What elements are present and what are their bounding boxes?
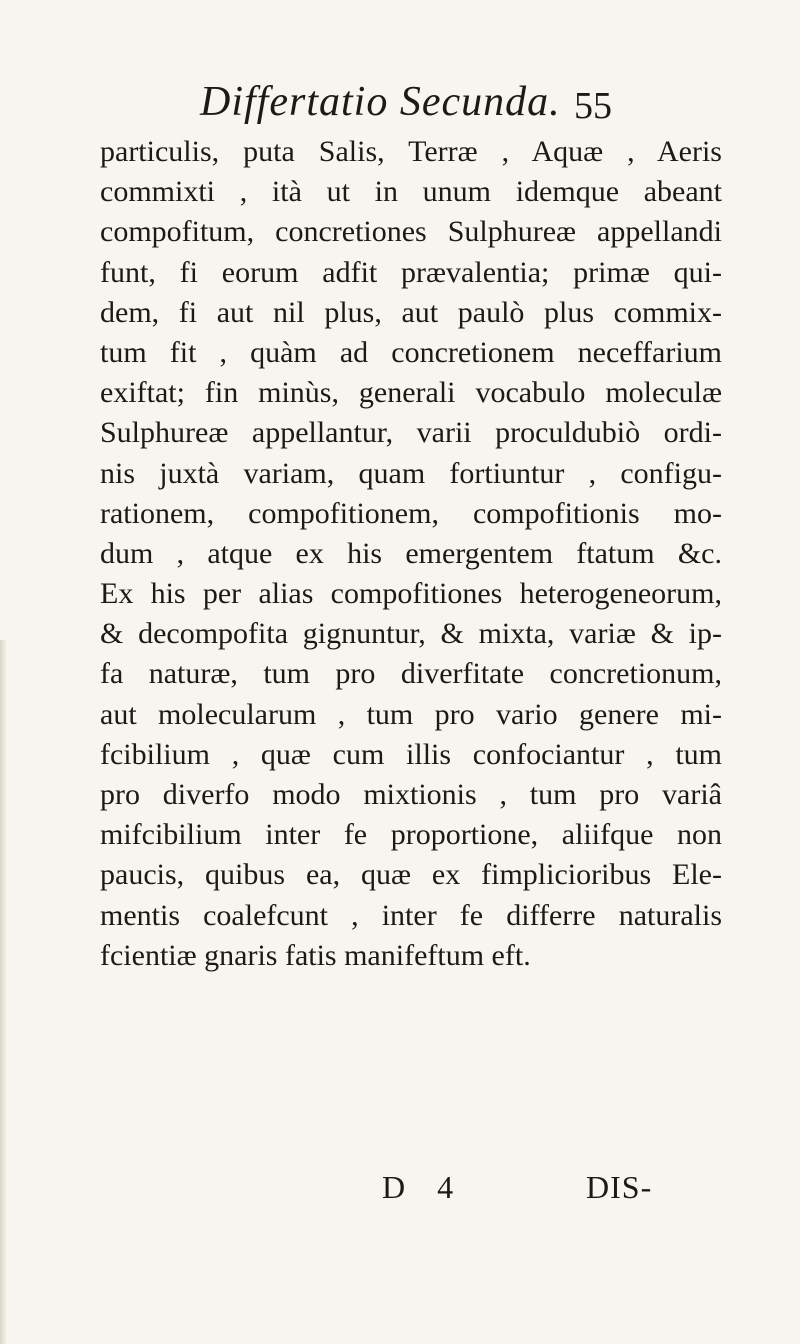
text-line: paucis, quibus ea, quæ ex fimplicioribus Ele- bbox=[100, 858, 722, 892]
text-line: mifcibilium inter fe proportione, aliifque non bbox=[100, 818, 722, 852]
text-line: Ex his per alias compofitiones heterogeneorum, bbox=[100, 577, 722, 611]
text-line: pro diverfo modo mixtionis , tum pro variâ bbox=[100, 778, 722, 811]
text-line: nis juxtà variam, quam fortiuntur , configu- bbox=[100, 456, 722, 490]
text-line: exiftat; fin minùs, generali vocabulo moleculæ bbox=[100, 376, 722, 410]
page-footer bbox=[0, 1162, 800, 1212]
text-line: commixti , ità ut in unum idemque abeant bbox=[100, 175, 722, 209]
text-line: fa naturæ, tum pro diverfitate concretionum, bbox=[100, 657, 722, 691]
text-line: dum , atque ex his emergentem ftatum &c. bbox=[100, 536, 722, 570]
text-line: fcientiæ gnaris fatis manifeftum eft. bbox=[100, 938, 531, 972]
body-text bbox=[100, 132, 722, 976]
signature-mark: D 4 bbox=[382, 1169, 466, 1205]
text-line: funt, fi eorum adfit prævalentia; primæ qui- bbox=[100, 255, 722, 289]
text-line: dem, fi aut nil plus, aut paulò plus commix- bbox=[100, 295, 722, 329]
text-line: & decompofita gignuntur, & mixta, variæ & ip- bbox=[100, 617, 722, 651]
text-line: aut molecularum , tum pro vario genere mi- bbox=[100, 697, 722, 731]
running-title: Differtatio Secunda. bbox=[200, 79, 561, 125]
text-line: rationem, compofitionem, compofitionis mo- bbox=[100, 496, 722, 530]
text-line: fcibilium , quæ cum illis confociantur , tum bbox=[100, 737, 722, 771]
catchword: DIS- bbox=[586, 1169, 653, 1205]
page-header bbox=[0, 72, 800, 132]
text-line: particulis, puta Salis, Terræ , Aquæ , Aeris bbox=[100, 135, 722, 168]
page-number: 55 bbox=[574, 85, 612, 127]
text-line: tum fit , quàm ad concretionem neceffarium bbox=[100, 335, 722, 369]
text-line: mentis coalefcunt , inter fe differre naturalis bbox=[100, 898, 722, 932]
text-line: Sulphureæ appellantur, varii proculdubiò ordi- bbox=[100, 416, 722, 450]
page-gutter-shadow bbox=[0, 640, 6, 1344]
text-line: compofitum, concretiones Sulphureæ appellandi bbox=[100, 215, 722, 249]
